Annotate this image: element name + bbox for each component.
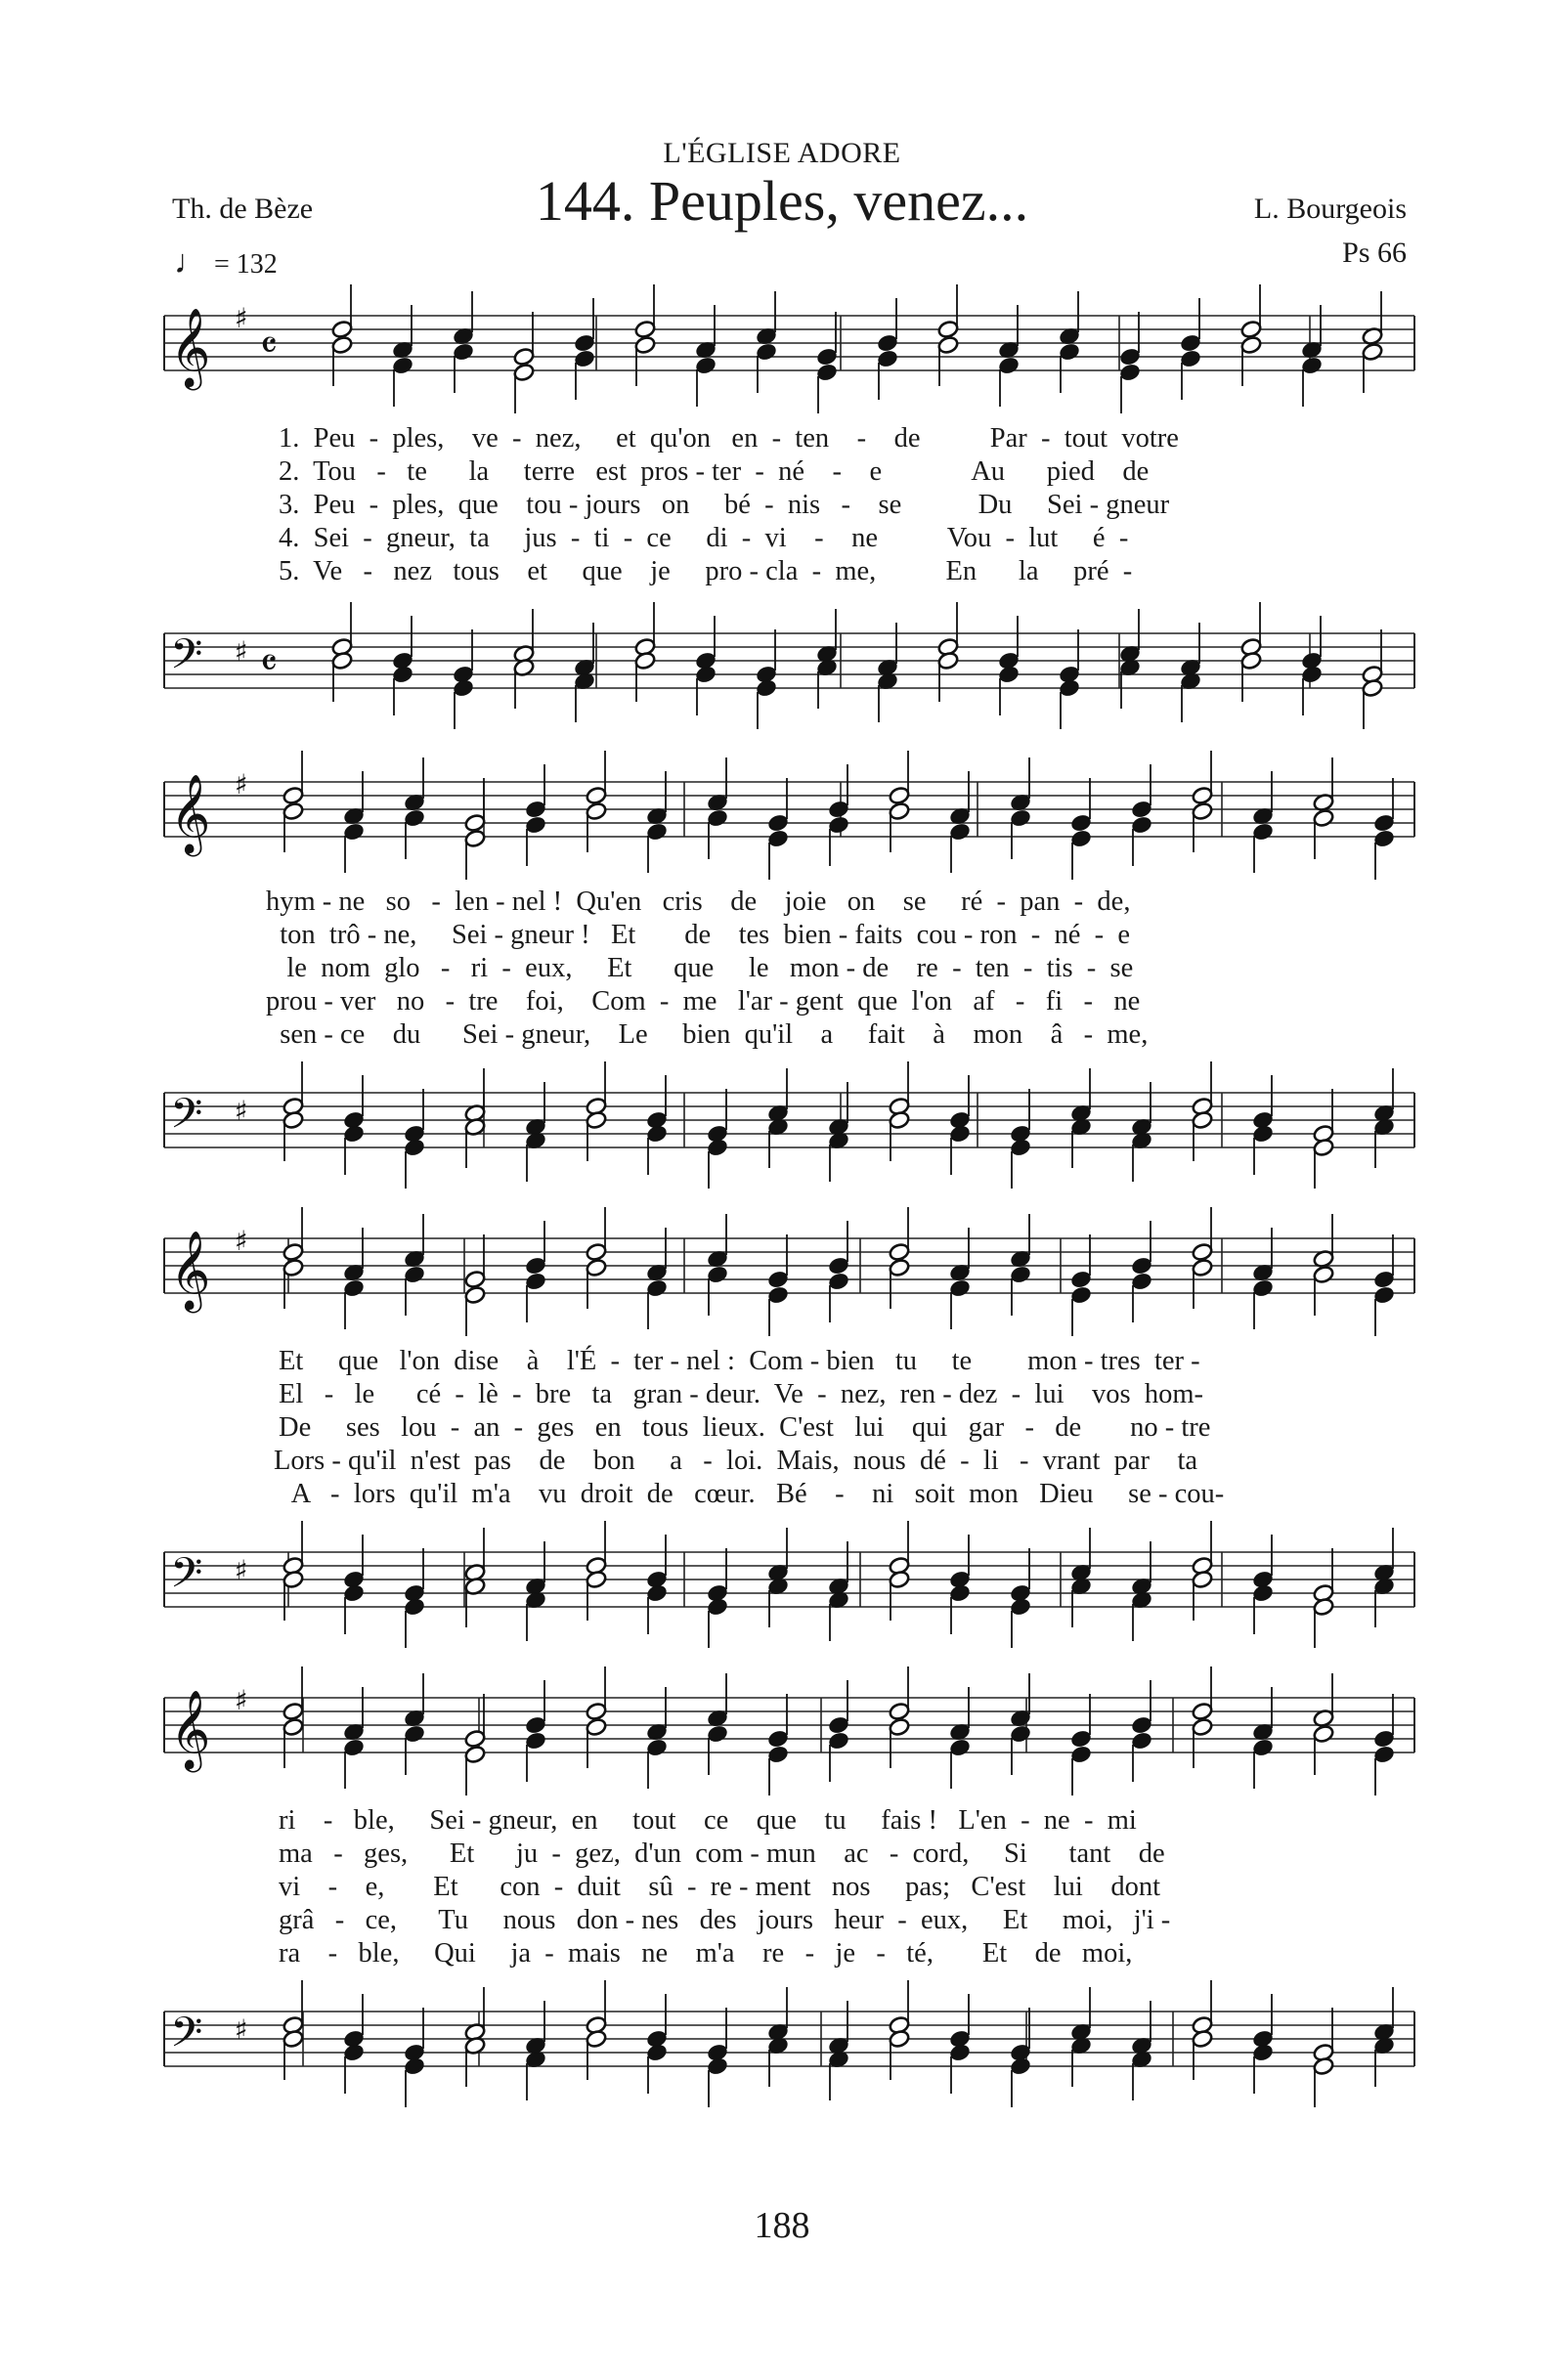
treble-note-head	[828, 1715, 850, 1735]
treble-note-head	[695, 356, 717, 375]
bass-note-head	[949, 1124, 972, 1144]
treble-note-head	[1131, 1731, 1153, 1751]
treble-note-head	[464, 1270, 487, 1289]
bass-note-head	[1192, 1570, 1214, 1589]
lyric-line-s4-v3: vi - e, Et con - duit sû - re - ment nos pas; C'est lui dont	[279, 1872, 1160, 1902]
bass-note-head	[331, 651, 354, 671]
bass-clef-icon: 𝄢	[170, 630, 203, 689]
treble-note-head	[828, 800, 850, 819]
treble-note-head	[1252, 1738, 1275, 1757]
bass-note-head	[1010, 2056, 1032, 2076]
lyric-line-s1-v3: 3. Peu - ples, que tou - jours on bé - nis - se Du Sei - gneur	[279, 490, 1170, 520]
treble-note-head	[634, 335, 657, 355]
treble-note-head	[1010, 808, 1032, 828]
bass-note-head	[1252, 2043, 1275, 2062]
bass-note-head	[707, 1138, 729, 1157]
treble-note-head	[949, 1278, 972, 1298]
treble-note-head	[464, 1729, 487, 1749]
lyric-line-s1-v5: 5. Ve - nez tous et que je pro - cla - me, En la pré -	[279, 556, 1133, 586]
treble-note-head	[343, 1278, 366, 1298]
treble-note-head	[889, 801, 911, 821]
bass-note-head	[282, 1570, 305, 1589]
common-time-icon: 𝄴	[260, 324, 278, 368]
lyric-line-s3-v1: Et que l'on dise à l'É - ter - nel : Com - bien tu te mon - tres ter -	[279, 1346, 1200, 1376]
bass-note-head	[1301, 665, 1324, 684]
quarter-note-icon: ♩	[174, 244, 207, 281]
treble-note-head	[1131, 815, 1153, 835]
treble-note-head	[404, 808, 426, 828]
bass-note-head	[937, 651, 960, 671]
treble-note-head	[816, 363, 839, 382]
bass-note-head	[1313, 2056, 1335, 2076]
treble-note-head	[586, 1242, 608, 1262]
treble-note-head	[586, 1258, 608, 1277]
bass-note-head	[634, 651, 657, 671]
bass-note-head	[404, 1138, 426, 1157]
bass-clef-icon: 𝄢	[170, 1090, 203, 1148]
key-signature-sharp-icon: ♯	[235, 1095, 248, 1127]
bass-note-head	[1010, 1597, 1032, 1617]
treble-note-head	[1070, 1270, 1093, 1289]
treble-note-head	[998, 356, 1021, 375]
treble-note-head	[816, 347, 839, 367]
treble-note-head	[1240, 335, 1263, 355]
tempo-value: = 132	[214, 249, 278, 280]
treble-clef-icon: 𝄞	[170, 773, 211, 853]
treble-clef-icon: 𝄞	[170, 1230, 211, 1310]
lyric-line-s2-v1: hym - ne so - len - nel ! Qu'en cris de joie on se ré - pan - de,	[266, 887, 1131, 917]
treble-note-head	[1313, 808, 1335, 828]
bass-note-head	[1313, 1138, 1335, 1157]
treble-note-head	[525, 800, 547, 819]
treble-note-head	[513, 363, 536, 382]
treble-note-head	[646, 1738, 669, 1757]
treble-note-head	[1192, 1717, 1214, 1737]
treble-note-head	[1119, 347, 1142, 367]
bass-note-head	[586, 2029, 608, 2049]
treble-note-head	[1373, 1285, 1396, 1305]
treble-note-head	[1373, 813, 1396, 833]
treble-note-head	[1119, 363, 1142, 382]
treble-note-head	[828, 815, 850, 835]
treble-note-head	[646, 822, 669, 842]
treble-note-head	[634, 320, 657, 339]
treble-note-head	[586, 1702, 608, 1721]
treble-clef-icon: 𝄞	[170, 1689, 211, 1769]
treble-note-head	[767, 1729, 790, 1749]
bass-note-head	[646, 1124, 669, 1144]
key-signature-sharp-icon: ♯	[235, 1684, 248, 1716]
bass-note-head	[1059, 678, 1081, 698]
bass-note-head	[586, 1110, 608, 1130]
treble-note-head	[1070, 813, 1093, 833]
bass-note-head	[404, 2056, 426, 2076]
treble-note-head	[1059, 342, 1081, 362]
treble-note-head	[646, 1278, 669, 1298]
treble-note-head	[343, 822, 366, 842]
section-heading: L'ÉGLISE ADORE	[663, 137, 901, 169]
treble-note-head	[767, 1745, 790, 1764]
treble-note-head	[889, 1717, 911, 1737]
treble-note-head	[586, 786, 608, 805]
treble-note-head	[1131, 800, 1153, 819]
page-number: 188	[754, 2205, 810, 2246]
hymn-title: 144. Peuples, venez...	[535, 169, 1029, 233]
treble-note-head	[525, 815, 547, 835]
treble-note-head	[586, 801, 608, 821]
treble-note-head	[937, 320, 960, 339]
treble-note-head	[1131, 1715, 1153, 1735]
bass-note-head	[949, 1583, 972, 1603]
bass-note-head	[586, 1570, 608, 1589]
lyric-line-s2-v5: sen - ce du Sei - gneur, Le bien qu'il a fait à mon â - me,	[266, 1019, 1149, 1050]
lyric-line-s1-v4: 4. Sei - gneur, ta jus - ti - ce di - vi - ne Vou - lut é -	[279, 523, 1129, 553]
lyric-line-s1-v2: 2. Tou - te la terre est pros - ter - né - e Au pied de	[279, 456, 1150, 487]
treble-note-head	[1362, 342, 1384, 362]
bass-note-head	[889, 2029, 911, 2049]
bass-note-head	[646, 2043, 669, 2062]
treble-note-head	[877, 333, 899, 353]
key-signature-sharp-icon: ♯	[235, 635, 248, 668]
bass-clef-icon: 𝄢	[170, 1549, 203, 1608]
treble-note-head	[513, 347, 536, 367]
bass-clef-icon: 𝄢	[170, 2009, 203, 2067]
treble-note-head	[574, 349, 596, 368]
bass-note-head	[282, 2029, 305, 2049]
treble-note-head	[1192, 801, 1214, 821]
treble-note-head	[404, 1724, 426, 1744]
key-signature-sharp-icon: ♯	[235, 302, 248, 334]
key-signature-sharp-icon: ♯	[235, 2013, 248, 2046]
lyric-line-s4-v4: grâ - ce, Tu nous don - nes des jours heur - eux, Et moi, j'i -	[279, 1905, 1171, 1935]
treble-note-head	[1313, 1265, 1335, 1284]
treble-note-head	[707, 808, 729, 828]
key-signature-sharp-icon: ♯	[235, 1225, 248, 1257]
treble-note-head	[1373, 1745, 1396, 1764]
treble-note-head	[1192, 786, 1214, 805]
bass-note-head	[282, 1110, 305, 1130]
bass-note-head	[404, 1597, 426, 1617]
treble-note-head	[282, 801, 305, 821]
treble-note-head	[525, 1731, 547, 1751]
treble-note-head	[1373, 1270, 1396, 1289]
treble-note-head	[756, 342, 778, 362]
bass-note-head	[1192, 2029, 1214, 2049]
lyric-line-s3-v2: El - le cé - lè - bre ta gran - deur. Ve - nez, ren - dez - lui vos hom-	[279, 1379, 1203, 1409]
treble-note-head	[586, 1717, 608, 1737]
lyric-line-s3-v3: De ses lou - an - ges en tous lieux. C'est lui qui gar - de no - tre	[279, 1412, 1211, 1443]
bass-note-head	[756, 678, 778, 698]
treble-note-head	[464, 1285, 487, 1305]
lyric-line-s2-v3: le nom glo - ri - eux, Et que le mon - de re - ten - tis - se	[266, 953, 1134, 983]
bass-note-head	[343, 2043, 366, 2062]
lyric-line-s2-v4: prou - ver no - tre foi, Com - me l'ar - gent que l'on af - fi - ne	[266, 986, 1141, 1017]
treble-note-head	[1192, 1242, 1214, 1262]
treble-note-head	[282, 1702, 305, 1721]
psalm-reference: Ps 66	[1342, 237, 1407, 269]
treble-note-head	[889, 1258, 911, 1277]
treble-note-head	[282, 1242, 305, 1262]
treble-note-head	[1070, 829, 1093, 848]
common-time-icon: 𝄴	[260, 641, 278, 686]
bass-note-head	[453, 678, 475, 698]
bass-note-head	[707, 2056, 729, 2076]
bass-note-head	[695, 665, 717, 684]
treble-note-head	[1070, 1285, 1093, 1305]
treble-note-head	[707, 1724, 729, 1744]
treble-note-head	[828, 1256, 850, 1276]
treble-note-head	[949, 1738, 972, 1757]
bass-note-head	[949, 2043, 972, 2062]
author-credit: Th. de Bèze	[172, 193, 314, 225]
lyric-line-s4-v2: ma - ges, Et ju - gez, d'un com - mun ac - cord, Si tant de	[279, 1839, 1165, 1869]
bass-note-head	[392, 665, 414, 684]
treble-note-head	[767, 829, 790, 848]
treble-note-head	[282, 1258, 305, 1277]
lyric-line-s1-v1: 1. Peu - ples, ve - nez, et qu'on en - ten - de Par - tout votre	[279, 423, 1179, 454]
bass-note-head	[998, 665, 1021, 684]
treble-note-head	[1192, 1258, 1214, 1277]
bass-note-head	[1313, 1597, 1335, 1617]
treble-note-head	[525, 1715, 547, 1735]
treble-note-head	[331, 320, 354, 339]
treble-note-head	[464, 1745, 487, 1764]
bass-note-head	[1192, 1110, 1214, 1130]
treble-note-head	[1131, 1256, 1153, 1276]
bass-note-head	[889, 1110, 911, 1130]
treble-note-head	[1192, 1702, 1214, 1721]
treble-note-head	[1070, 1729, 1093, 1749]
treble-note-head	[707, 1265, 729, 1284]
treble-note-head	[1373, 829, 1396, 848]
treble-note-head	[1180, 349, 1202, 368]
key-signature-sharp-icon: ♯	[235, 768, 248, 801]
bass-note-head	[1240, 651, 1263, 671]
treble-note-head	[343, 1738, 366, 1757]
treble-note-head	[767, 813, 790, 833]
treble-note-head	[1070, 1745, 1093, 1764]
lyric-line-s4-v1: ri - ble, Sei - gneur, en tout ce que tu fais ! L'en - ne - mi	[279, 1805, 1137, 1836]
composer-credit: L. Bourgeois	[1253, 193, 1407, 225]
treble-note-head	[1131, 1272, 1153, 1291]
treble-note-head	[282, 1717, 305, 1737]
bass-note-head	[1252, 1124, 1275, 1144]
bass-note-head	[1010, 1138, 1032, 1157]
treble-note-head	[1313, 1724, 1335, 1744]
treble-note-head	[767, 1270, 790, 1289]
treble-note-head	[877, 349, 899, 368]
treble-note-head	[828, 1731, 850, 1751]
bass-note-head	[343, 1124, 366, 1144]
treble-note-head	[525, 1272, 547, 1291]
treble-note-head	[1240, 320, 1263, 339]
lyric-line-s3-v4: Lors - qu'il n'est pas de bon a - loi. Mais, nous dé - li - vrant par ta	[274, 1446, 1198, 1476]
treble-note-head	[453, 342, 475, 362]
treble-note-head	[464, 829, 487, 848]
treble-note-head	[889, 1702, 911, 1721]
bass-note-head	[646, 1583, 669, 1603]
treble-note-head	[889, 1242, 911, 1262]
treble-note-head	[1010, 1265, 1032, 1284]
treble-note-head	[525, 1256, 547, 1276]
bass-note-head	[343, 1583, 366, 1603]
treble-clef-icon: 𝄞	[170, 307, 211, 387]
treble-note-head	[767, 1285, 790, 1305]
treble-note-head	[392, 356, 414, 375]
treble-note-head	[574, 333, 596, 353]
treble-note-head	[1252, 1278, 1275, 1298]
treble-note-head	[1252, 822, 1275, 842]
treble-note-head	[1180, 333, 1202, 353]
bass-note-head	[707, 1597, 729, 1617]
treble-note-head	[1373, 1729, 1396, 1749]
treble-note-head	[1010, 1724, 1032, 1744]
treble-note-head	[937, 335, 960, 355]
treble-note-head	[464, 813, 487, 833]
bass-note-head	[889, 1570, 911, 1589]
bass-note-head	[1362, 678, 1384, 698]
treble-note-head	[949, 822, 972, 842]
treble-note-head	[1301, 356, 1324, 375]
lyric-line-s2-v2: ton trô - ne, Sei - gneur ! Et de tes bien - faits cou - ron - né - e	[266, 920, 1131, 950]
lyric-line-s4-v5: ra - ble, Qui ja - mais ne m'a re - je - té, Et de moi,	[279, 1938, 1133, 1969]
treble-note-head	[282, 786, 305, 805]
lyric-line-s3-v5: A - lors qu'il m'a vu droit de cœur. Bé - ni soit mon Dieu se - cou-	[279, 1479, 1225, 1509]
treble-note-head	[404, 1265, 426, 1284]
key-signature-sharp-icon: ♯	[235, 1554, 248, 1586]
treble-note-head	[828, 1272, 850, 1291]
treble-note-head	[331, 335, 354, 355]
bass-note-head	[1252, 1583, 1275, 1603]
treble-note-head	[889, 786, 911, 805]
